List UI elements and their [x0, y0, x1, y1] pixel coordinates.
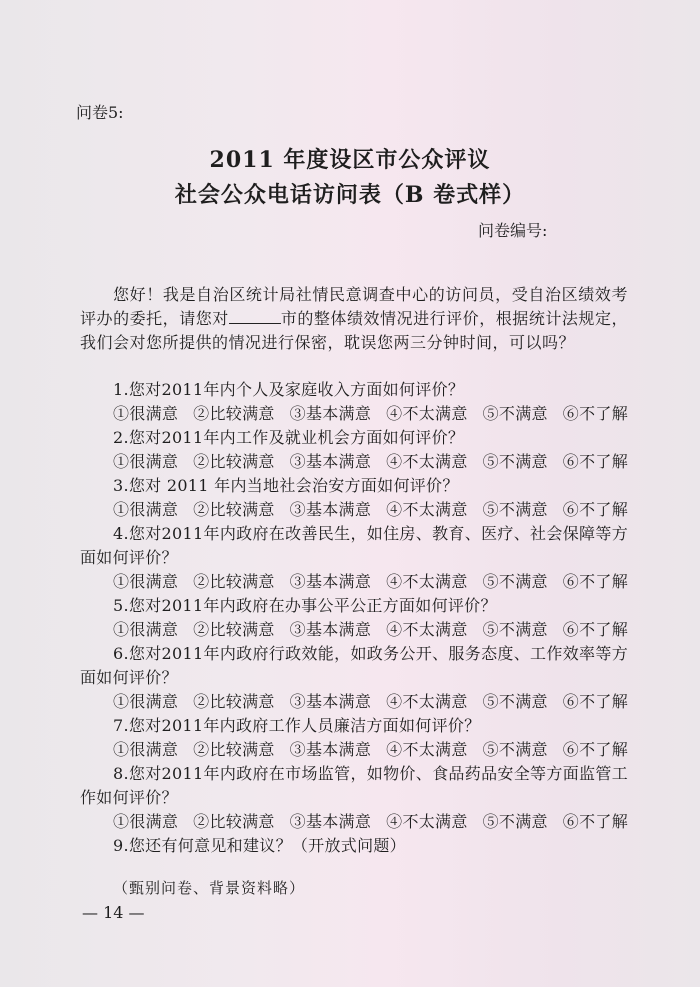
answer-options: [80, 498, 628, 522]
option-fairly-satisfied: ②比较满意: [193, 620, 275, 639]
option-unknown: ⑥不了解: [562, 500, 628, 519]
option-basically-satisfied: ③基本满意: [289, 740, 372, 759]
option-basically-satisfied: ③基本满意: [289, 620, 372, 639]
option-very-satisfied: ①很满意: [113, 404, 179, 423]
option-unknown: ⑥不了解: [562, 740, 628, 759]
answer-options: [80, 402, 628, 426]
document-subtitle: 社会公众电话访问表（B 卷式样）: [174, 182, 526, 208]
option-fairly-satisfied: ②比较满意: [193, 500, 275, 519]
question: 8.您对2011年内政府在市场监管，如物价、食品药品安全等方面监管工作如何评价？: [80, 764, 628, 807]
answer-options: [80, 618, 628, 642]
question: 9.您还有何意见和建议？（开放式问题）: [113, 836, 406, 855]
option-basically-satisfied: ③基本满意: [289, 404, 372, 423]
option-not-very-satisfied: ④不太满意: [386, 692, 468, 711]
question: 4.您对2011年内政府在改善民生，如住房、教育、医疗、社会保障等方面如何评价？: [80, 524, 628, 567]
question: 3.您对 2011 年内当地社会治安方面如何评价？: [113, 476, 459, 495]
option-not-very-satisfied: ④不太满意: [386, 500, 468, 519]
option-not-very-satisfied: ④不太满意: [386, 620, 468, 639]
option-dissatisfied: ⑤不满意: [482, 740, 548, 759]
option-very-satisfied: ①很满意: [113, 740, 179, 759]
option-unknown: ⑥不了解: [562, 572, 628, 591]
option-not-very-satisfied: ④不太满意: [386, 572, 468, 591]
option-not-very-satisfied: ④不太满意: [386, 812, 468, 831]
option-dissatisfied: ⑤不满意: [482, 620, 548, 639]
city-blank: [229, 309, 281, 324]
option-unknown: ⑥不了解: [562, 620, 628, 639]
intro-text-before-blank: 您好！我是自治区统计局社情民意调查中心的访问员，受自治区绩效考评办的委托，请您对: [80, 285, 628, 328]
option-dissatisfied: ⑤不满意: [482, 404, 548, 423]
option-unknown: ⑥不了解: [562, 404, 628, 423]
option-unknown: ⑥不了解: [562, 812, 628, 831]
question: 7.您对2011年内政府工作人员廉洁方面如何评价？: [113, 716, 481, 735]
option-not-very-satisfied: ④不太满意: [386, 740, 468, 759]
option-very-satisfied: ①很满意: [113, 692, 179, 711]
intro-text-after-blank: 市的整体绩效情况进行评价，根据统计法规定，我们会对您所提供的情况进行保密，耽误您两三分钟时间，可以吗？: [80, 309, 628, 352]
option-very-satisfied: ①很满意: [113, 572, 179, 591]
option-fairly-satisfied: ②比较满意: [193, 692, 275, 711]
page-number: — 14 —: [82, 903, 145, 922]
option-basically-satisfied: ③基本满意: [289, 692, 372, 711]
questionnaire-number-label: 问卷编号:: [478, 221, 548, 240]
option-very-satisfied: ①很满意: [113, 500, 179, 519]
option-not-very-satisfied: ④不太满意: [386, 404, 468, 423]
option-dissatisfied: ⑤不满意: [482, 572, 548, 591]
option-dissatisfied: ⑤不满意: [482, 692, 548, 711]
option-fairly-satisfied: ②比较满意: [193, 812, 275, 831]
question: 2.您对2011年内工作及就业机会方面如何评价？: [113, 428, 465, 447]
footer-note: （甄别问卷、背景资料略）: [113, 879, 306, 897]
option-not-very-satisfied: ④不太满意: [386, 452, 468, 471]
intro-paragraph: [80, 283, 628, 355]
option-basically-satisfied: ③基本满意: [289, 500, 372, 519]
option-dissatisfied: ⑤不满意: [482, 812, 548, 831]
option-unknown: ⑥不了解: [562, 452, 628, 471]
option-dissatisfied: ⑤不满意: [482, 452, 548, 471]
option-fairly-satisfied: ②比较满意: [193, 404, 275, 423]
option-very-satisfied: ①很满意: [113, 812, 179, 831]
question: 5.您对2011年内政府在办事公平公正方面如何评价？: [113, 596, 497, 615]
answer-options: [80, 810, 628, 834]
document-title: 2011 年度设区市公众评议: [209, 147, 491, 173]
answer-options: [80, 570, 628, 594]
answer-options: [80, 450, 628, 474]
question-list: [80, 378, 628, 858]
option-very-satisfied: ①很满意: [113, 620, 179, 639]
question: 1.您对2011年内个人及家庭收入方面如何评价？: [113, 380, 465, 399]
answer-options: [80, 690, 628, 714]
option-unknown: ⑥不了解: [562, 692, 628, 711]
option-basically-satisfied: ③基本满意: [289, 452, 372, 471]
question: 6.您对2011年内政府行政效能，如政务公开、服务态度、工作效率等方面如何评价？: [80, 644, 628, 687]
option-fairly-satisfied: ②比较满意: [193, 452, 275, 471]
option-basically-satisfied: ③基本满意: [289, 812, 372, 831]
option-fairly-satisfied: ②比较满意: [193, 572, 275, 591]
option-basically-satisfied: ③基本满意: [289, 572, 372, 591]
option-dissatisfied: ⑤不满意: [482, 500, 548, 519]
answer-options: [80, 738, 628, 762]
option-fairly-satisfied: ②比较满意: [193, 740, 275, 759]
option-very-satisfied: ①很满意: [113, 452, 179, 471]
questionnaire-label: 问卷5:: [76, 103, 124, 122]
